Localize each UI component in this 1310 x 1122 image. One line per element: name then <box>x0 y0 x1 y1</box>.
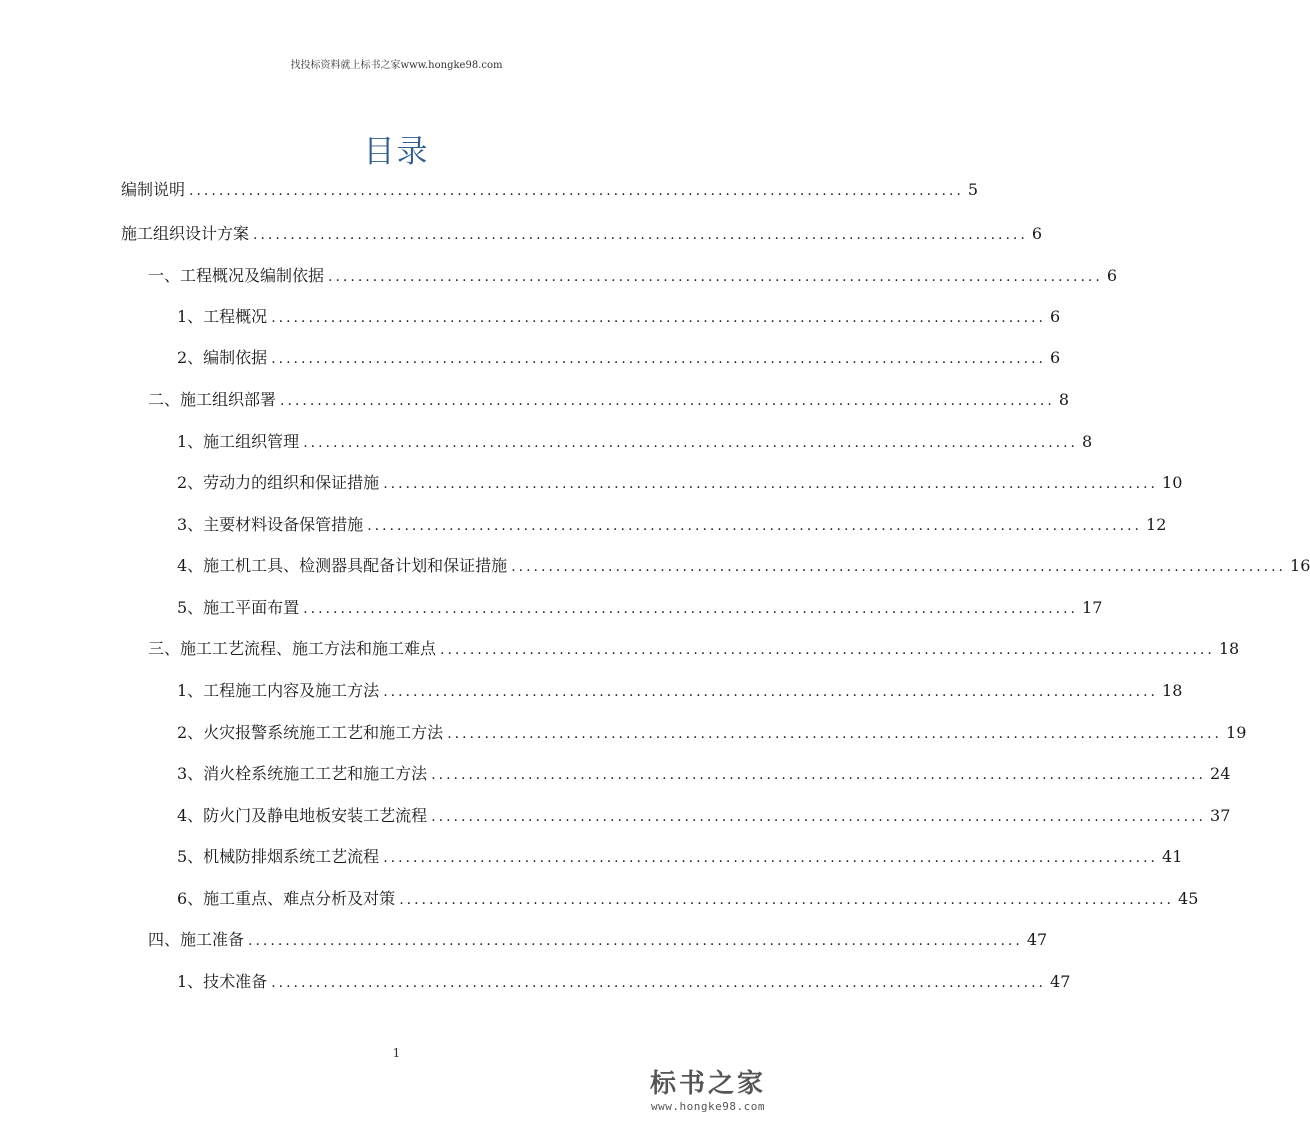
page-number: 1 <box>392 1046 401 1060</box>
toc-leader-dots: ........................................................................................................ <box>383 850 1159 866</box>
toc-entry-page: 10 <box>1162 473 1183 492</box>
toc-entry-page: 6 <box>1050 348 1061 367</box>
toc-entry-page: 17 <box>1082 598 1103 617</box>
watermark-url: www.hongke98.com <box>651 1100 765 1113</box>
toc-entry-page: 37 <box>1210 806 1231 825</box>
toc-entry-label: 二、施工组织部署 <box>148 390 277 409</box>
toc-entry-label: 1、技术准备 <box>177 972 268 991</box>
toc-entry-label: 一、工程概况及编制依据 <box>148 266 325 285</box>
toc-entry[interactable] <box>177 513 1167 537</box>
toc-leader-dots: ........................................................................................................ <box>399 892 1175 908</box>
toc-entry-label: 2、劳动力的组织和保证措施 <box>177 473 380 492</box>
toc-title: 目录 <box>363 134 430 170</box>
toc-entry[interactable] <box>177 887 1199 911</box>
toc-entry-label: 4、防火门及静电地板安装工艺流程 <box>177 806 428 825</box>
toc-entry-page: 18 <box>1218 639 1240 658</box>
toc-entry-page: 47 <box>1026 930 1048 949</box>
toc-entry-label: 四、施工准备 <box>148 930 245 949</box>
toc-entry[interactable] <box>148 388 1070 412</box>
toc-entry-page: 24 <box>1210 764 1231 783</box>
toc-leader-dots: ........................................................................................................ <box>271 351 1047 367</box>
toc-entry-page: 5 <box>967 180 979 199</box>
toc-entry[interactable] <box>177 804 1231 828</box>
toc-entry-label: 施工组织设计方案 <box>121 224 250 243</box>
toc-leader-dots: ........................................................................................................ <box>248 933 1023 949</box>
toc-entry-page: 45 <box>1178 889 1199 908</box>
toc-leader-dots: ........................................................................................................ <box>280 393 1055 409</box>
toc-entry-label: 3、消火栓系统施工工艺和施工方法 <box>177 764 428 783</box>
toc-entry[interactable] <box>177 762 1231 786</box>
toc-entry-page: 16 <box>1290 556 1310 575</box>
header-note: 找投标资料就上标书之家www.hongke98.com <box>290 60 503 71</box>
toc-entry-label: 3、主要材料设备保管措施 <box>177 515 364 534</box>
toc-entry[interactable] <box>177 721 1247 745</box>
toc-leader-dots: ........................................................................................................ <box>383 684 1159 700</box>
site-watermark <box>633 1068 783 1114</box>
toc-leader-dots: ........................................................................................................ <box>189 183 964 199</box>
toc-entry-page: 6 <box>1106 266 1118 285</box>
toc-entry[interactable] <box>177 970 1071 994</box>
toc-entry-page: 41 <box>1162 847 1183 866</box>
toc-entry[interactable] <box>177 845 1183 869</box>
toc-entry-page: 18 <box>1162 681 1183 700</box>
toc-entry-label: 1、施工组织管理 <box>177 432 300 451</box>
toc-leader-dots: ........................................................................................................ <box>367 518 1143 534</box>
toc-entry-page: 6 <box>1031 224 1043 243</box>
toc-entry-page: 6 <box>1050 307 1061 326</box>
toc-leader-dots: ........................................................................................................ <box>303 435 1079 451</box>
toc-leader-dots: ........................................................................................................ <box>328 269 1103 285</box>
toc-leader-dots: ........................................................................................................ <box>303 601 1079 617</box>
toc-leader-dots: ........................................................................................................ <box>447 726 1223 742</box>
toc-entry[interactable] <box>148 637 1240 661</box>
toc-entry[interactable] <box>148 264 1118 288</box>
toc-entry[interactable] <box>177 346 1061 370</box>
toc-entry-label: 三、施工工艺流程、施工方法和施工难点 <box>148 639 437 658</box>
toc-entry-label: 1、工程施工内容及施工方法 <box>177 681 380 700</box>
toc-entry-page: 12 <box>1146 515 1167 534</box>
toc-entry[interactable] <box>177 305 1061 329</box>
toc-leader-dots: ........................................................................................................ <box>431 809 1207 825</box>
toc-leader-dots: ........................................................................................................ <box>440 642 1215 658</box>
toc-entry-page: 47 <box>1050 972 1071 991</box>
toc-entry[interactable] <box>121 222 1043 246</box>
toc-entry-label: 4、施工机工具、检测器具配备计划和保证措施 <box>177 556 508 575</box>
toc-entry-label: 1、工程概况 <box>177 307 268 326</box>
toc-entry[interactable] <box>177 554 1310 578</box>
watermark-title: 标书之家 <box>649 1069 766 1099</box>
toc-entry-label: 2、编制依据 <box>177 348 268 367</box>
toc-leader-dots: ........................................................................................................ <box>383 476 1159 492</box>
toc-entry-label: 2、火灾报警系统施工工艺和施工方法 <box>177 723 444 742</box>
toc-entry[interactable] <box>177 596 1103 620</box>
toc-leader-dots: ........................................................................................................ <box>431 767 1207 783</box>
toc-leader-dots: ........................................................................................................ <box>253 227 1028 243</box>
toc-entry[interactable] <box>177 679 1183 703</box>
toc-entry[interactable] <box>148 928 1048 952</box>
toc-entry-label: 编制说明 <box>121 180 186 199</box>
toc-entry-page: 8 <box>1082 432 1093 451</box>
toc-entry[interactable] <box>177 471 1183 495</box>
toc-entry-label: 5、机械防排烟系统工艺流程 <box>177 847 380 866</box>
toc-entry-page: 8 <box>1058 390 1070 409</box>
toc-leader-dots: ........................................................................................................ <box>271 310 1047 326</box>
toc-entry[interactable] <box>177 430 1093 454</box>
toc-entry-page: 19 <box>1226 723 1247 742</box>
toc-entry-label: 6、施工重点、难点分析及对策 <box>177 889 396 908</box>
toc-entry[interactable] <box>121 178 979 202</box>
toc-leader-dots: ........................................................................................................ <box>511 559 1287 575</box>
toc-entry-label: 5、施工平面布置 <box>177 598 300 617</box>
toc-leader-dots: ........................................................................................................ <box>271 975 1047 991</box>
